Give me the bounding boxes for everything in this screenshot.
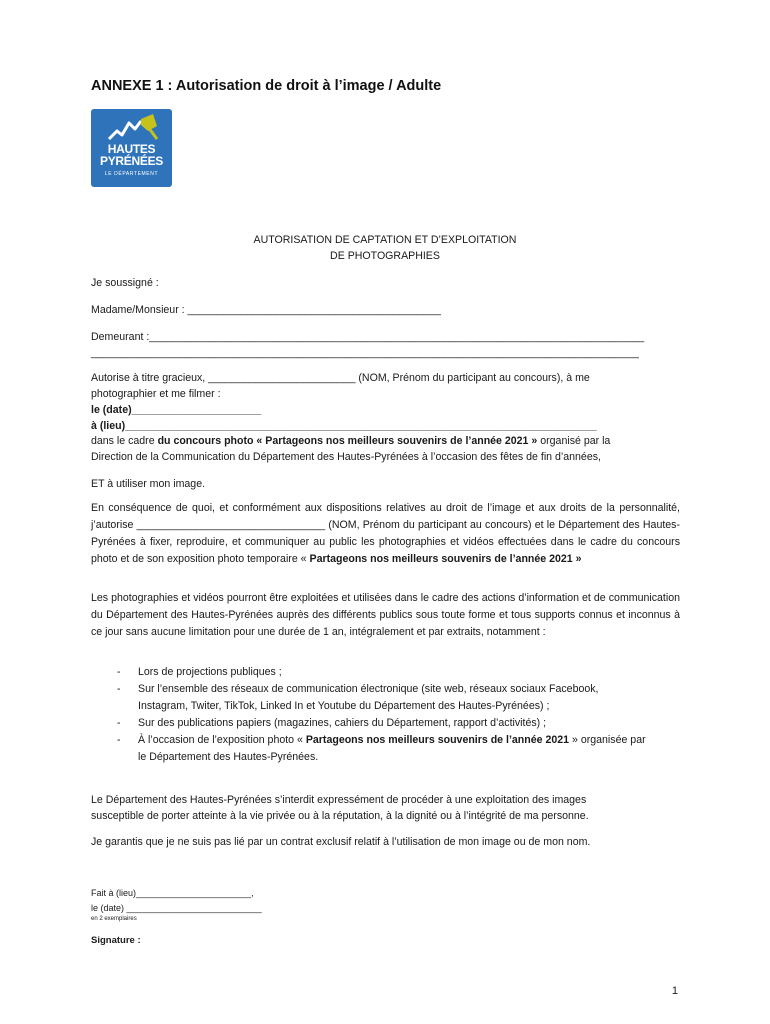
consequence-bold: Partageons nos meilleurs souvenirs de l’année 2021 » — [309, 553, 582, 565]
list-item-text-continued: le Département des Hautes-Pyrénées. — [138, 751, 319, 763]
consequence-text: En conséquence de quoi, et conformément aux dispositions relatives au droit de l’image et aux droits de la personnalité, j’autorise ________________________________ (NOM, Prénom du participant au concours) et le Département des Hautes-Pyrénées à fixer, reproduire, et communiquer au public les photographies et vidéos effectuées dans le cadre du concours photo et de son exposition photo temporaire « — [91, 502, 680, 565]
cadre-line-1 — [91, 433, 610, 450]
exposition-name: Partageons nos meilleurs souvenirs de l’année 2021 — [305, 734, 570, 746]
logo-line-1: HAUTES — [107, 142, 156, 156]
annex-title: ANNEXE 1 : Autorisation de droit à l’image / Adulte — [91, 78, 442, 94]
list-item-text: Sur l’ensemble des réseaux de communication électronique (site web, réseaux sociaux Facebook, — [138, 683, 599, 695]
list-item — [91, 732, 691, 766]
list-item-text: À l’occasion de l’exposition photo « — [138, 734, 306, 746]
cadre-suffix: organisé par la — [537, 435, 611, 447]
usage-list — [91, 664, 691, 766]
document-title-line-2: DE PHOTOGRAPHIES — [330, 250, 440, 262]
list-item — [91, 664, 691, 681]
paragraph-usage: Les photographies et vidéos pourront être exploitées et utilisées dans le cadre des actions d’information et de communication du Département des Hautes-Pyrénées auprès des différents publics sous toute forme et tous supports connus et inconnus à ce jour sans aucune limitation pour une durée de 1 an, intégralement et par extraits, notamment : — [91, 592, 680, 638]
fait-a-field: Fait à (lieu)_______________________, — [91, 888, 254, 898]
exemplaires-note: en 2 exemplaires — [91, 916, 137, 922]
date-signature-field: le (date) ___________________________ — [91, 903, 262, 913]
bullet-dash: - — [117, 683, 121, 695]
list-item-text-suffix: » organisée par — [569, 734, 646, 746]
lieu-field: à (lieu)________________________________________________________________________________ — [91, 420, 597, 432]
autorise-line-2: photographier et me filmer : — [91, 388, 221, 400]
paragraph-consequence — [91, 500, 680, 568]
bullet-dash: - — [117, 717, 121, 729]
interdit-line-1: Le Département des Hautes-Pyrénées s’interdit expressément de procéder à une exploitation des images — [91, 794, 587, 806]
signature-label: Signature : — [91, 935, 141, 946]
concours-name: du concours photo « Partageons nos meilleurs souvenirs de l’année 2021 » — [157, 435, 538, 447]
list-item — [91, 681, 691, 715]
madame-monsieur-field: Madame/Monsieur : ___________________________________________ — [91, 304, 441, 316]
hautes-pyrenees-logo — [91, 109, 172, 187]
utiliser-image: ET à utiliser mon image. — [91, 478, 206, 490]
cadre-prefix: dans le cadre — [91, 435, 158, 447]
list-item-text: Lors de projections publiques ; — [138, 666, 282, 678]
list-item — [91, 715, 691, 732]
demeurant-field-line-1: Demeurant :____________________________________________________________________________________ — [91, 331, 645, 343]
list-item-text-continued: Instagram, Twiter, TikTok, Linked In et Youtube du Département des Hautes-Pyrénées) ; — [138, 700, 550, 712]
page-number: 1 — [671, 985, 678, 997]
interdit-line-2: susceptible de porter atteinte à la vie privée ou à la réputation, à la dignité ou à l’intégrité de ma personne. — [91, 810, 589, 822]
date-field: le (date)______________________ — [91, 404, 262, 416]
garantie-paragraph: Je garantis que je ne suis pas lié par un contrat exclusif relatif à l’utilisation de mon image ou de mon nom. — [91, 836, 591, 848]
demeurant-field-line-2: _____________________________________________________________________________________________ — [91, 347, 639, 359]
soussigne-label: Je soussigné : — [91, 277, 159, 289]
logo-line-2: PYRÉNÉES — [100, 154, 163, 168]
autorise-line-1: Autorise à titre gracieux, _________________________ (NOM, Prénom du participant au concours), à me — [91, 372, 590, 384]
list-item-text: Sur des publications papiers (magazines, cahiers du Département, rapport d’activités) ; — [138, 717, 547, 729]
logo-line-3: LE DÉPARTEMENT — [104, 171, 159, 177]
cadre-line-2: Direction de la Communication du Département des Hautes-Pyrénées à l’occasion des fêtes de fin d’années, — [91, 451, 601, 463]
bullet-dash: - — [117, 734, 121, 746]
document-title-line-1: AUTORISATION DE CAPTATION ET D’EXPLOITATION — [253, 234, 517, 246]
bullet-dash: - — [117, 666, 121, 678]
